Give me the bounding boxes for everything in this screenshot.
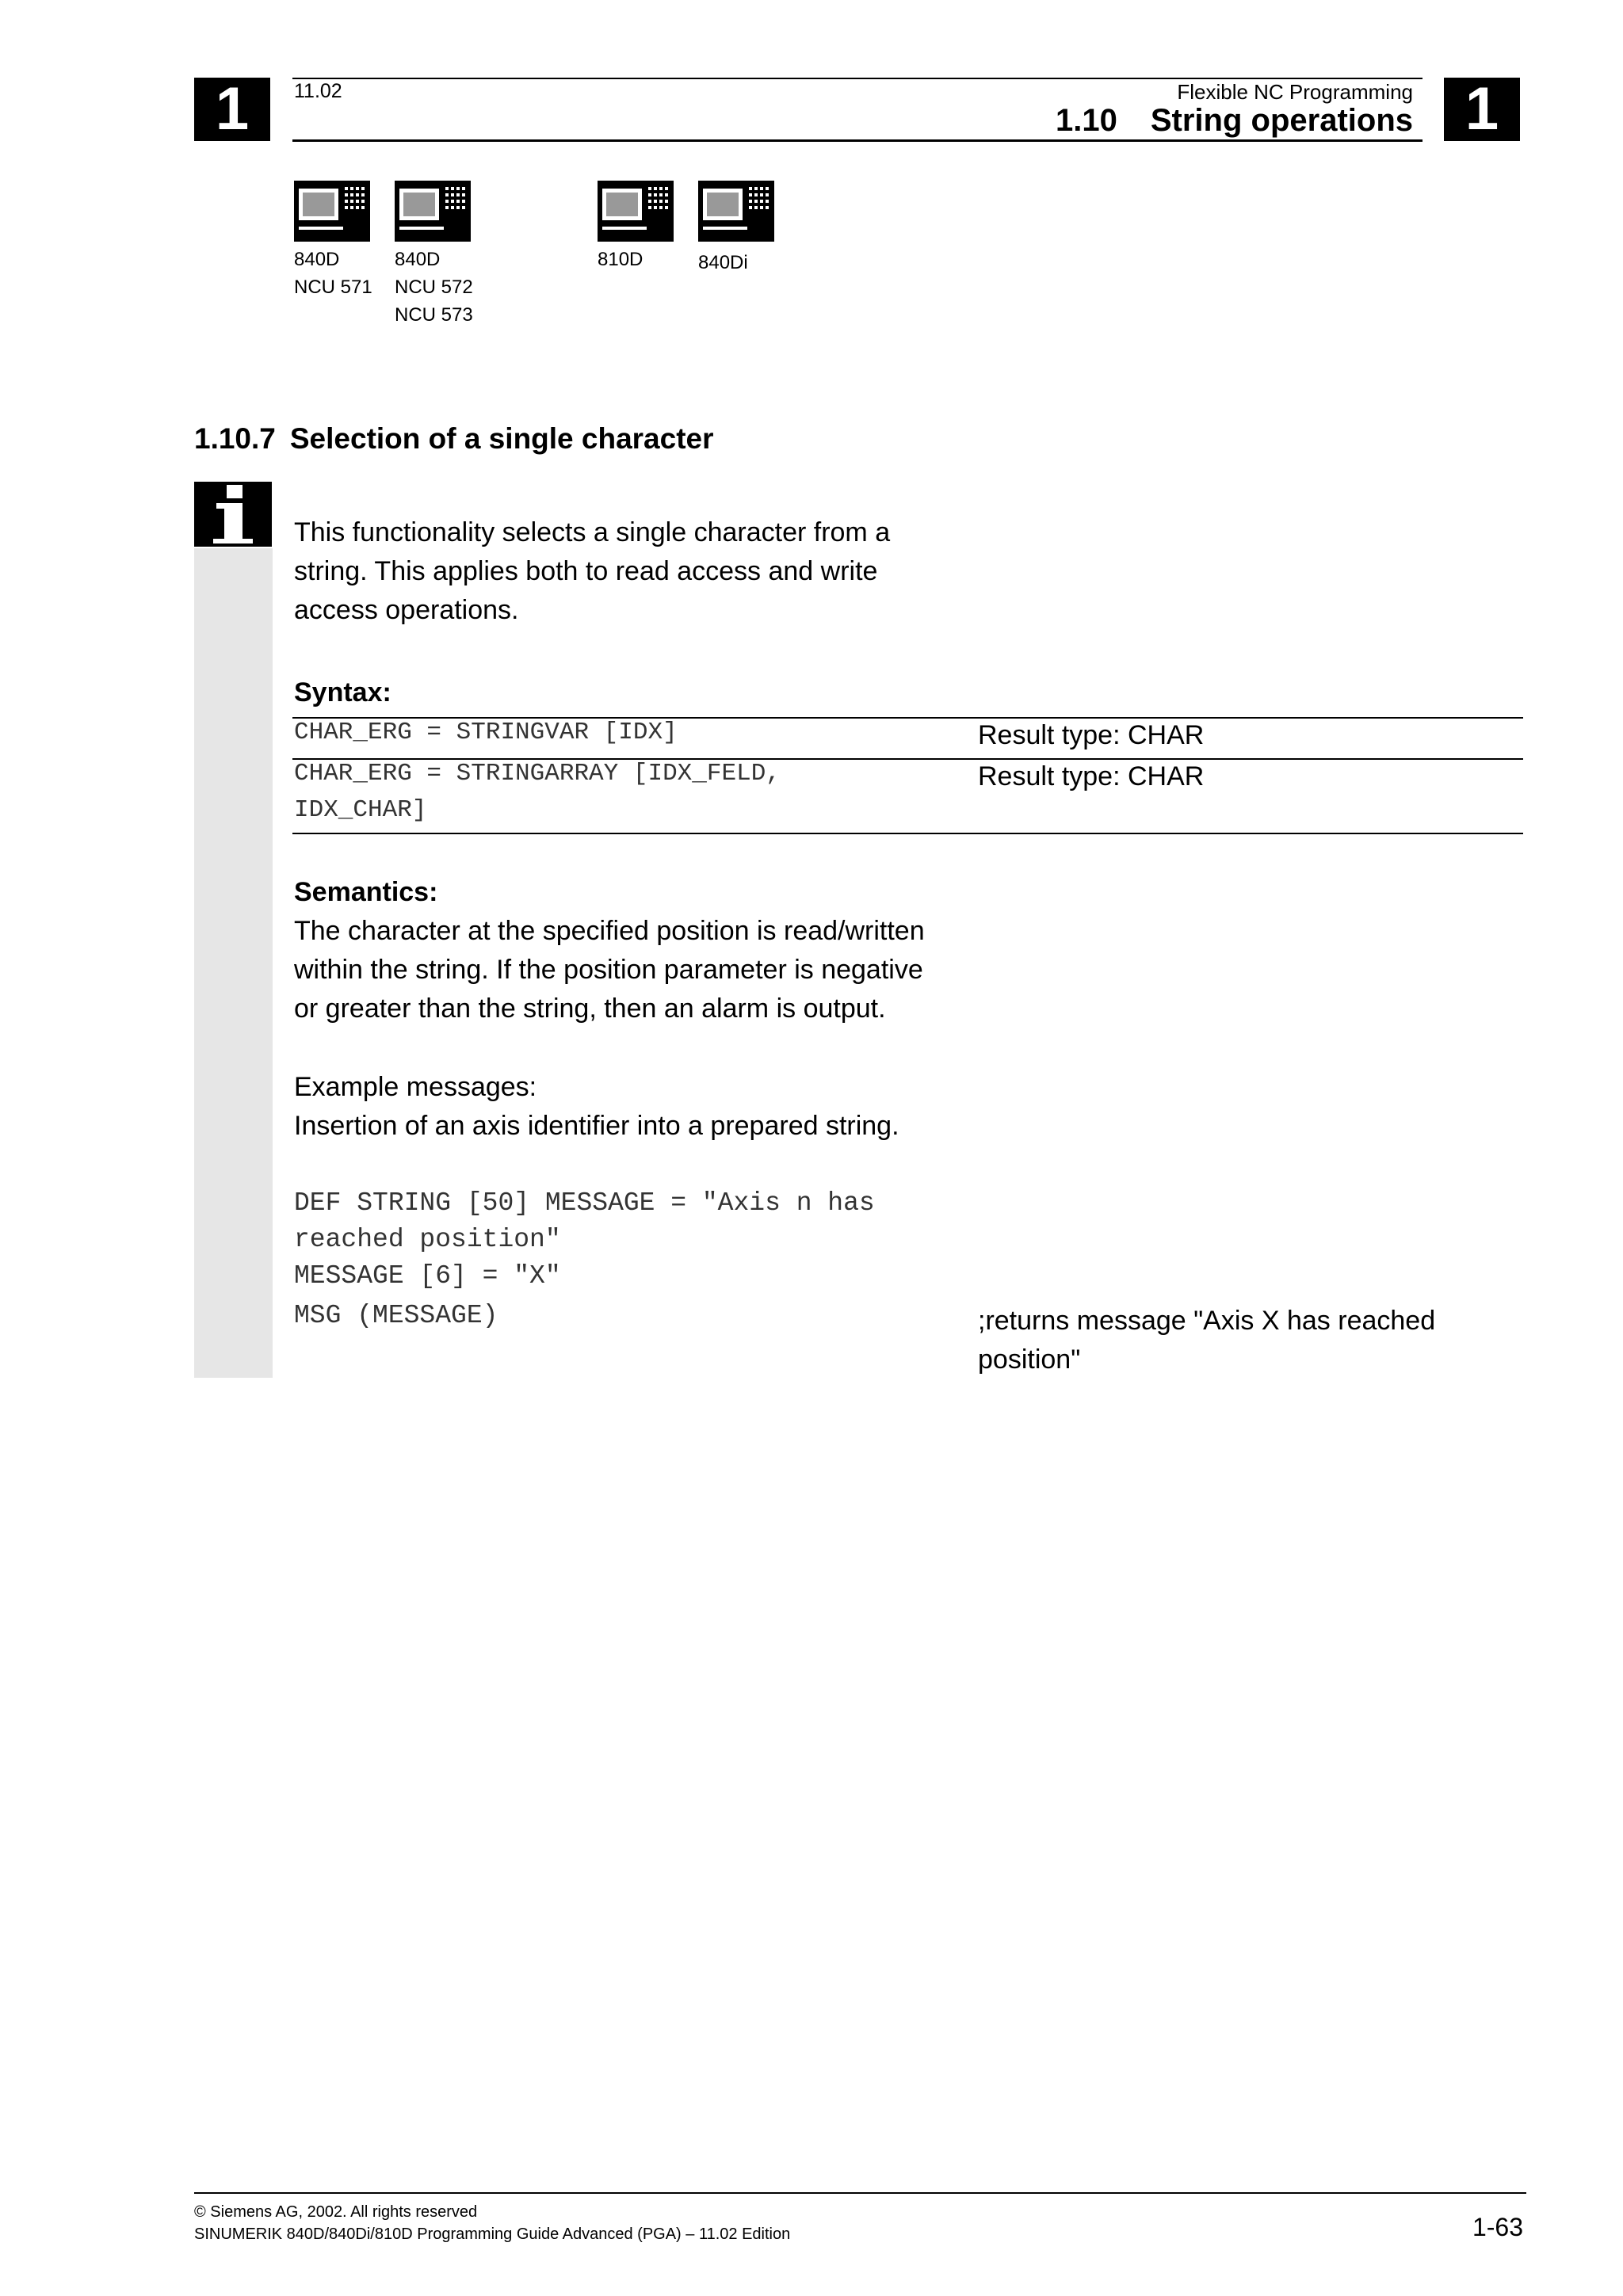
chapter-marker-left: 1: [194, 78, 270, 141]
chapter-marker-right: 1: [1444, 78, 1520, 141]
syntax-code: [294, 715, 678, 751]
control-label: [698, 249, 748, 277]
control-label: [395, 246, 473, 329]
header-section-name: String operations: [1150, 103, 1413, 138]
info-icon: [194, 482, 272, 547]
text-line: Example messages:: [294, 1072, 537, 1102]
page-number: 1-63: [1472, 2213, 1523, 2241]
footer-rule: [194, 2192, 1526, 2194]
example-code: [294, 1185, 875, 1334]
section-title: Selection of a single character: [289, 422, 714, 455]
control-label-line: NCU 571: [294, 277, 372, 298]
example-comment: [978, 1302, 1435, 1379]
section-heading: [194, 422, 714, 456]
syntax-heading: Syntax:: [294, 677, 391, 707]
control-label-line: NCU 573: [395, 304, 473, 326]
margin-bar: [194, 548, 273, 1378]
header-bottom-rule: [292, 139, 1423, 142]
text-line: This functionality selects a single character from a: [294, 517, 891, 547]
control-label-line: 840Di: [698, 252, 748, 273]
semantics-paragraph: [294, 912, 1007, 1028]
syntax-table-rule: [292, 833, 1523, 834]
control-panel-icon: [294, 181, 370, 242]
section-number: 1.10.7: [194, 422, 276, 455]
header-date: 11.02: [294, 80, 342, 102]
code-line: MESSAGE [6] = "X": [294, 1261, 561, 1291]
code-line: IDX_CHAR]: [294, 796, 427, 824]
syntax-result: Result type: CHAR: [978, 720, 1205, 750]
code-line: CHAR_ERG = STRINGARRAY [IDX_FELD,: [294, 760, 781, 788]
control-panel-icon: [598, 181, 674, 242]
text-line: ;returns message "Axis X has reached: [978, 1306, 1436, 1336]
text-line: The character at the specified position is read/written: [294, 916, 925, 946]
semantics-heading: Semantics:: [294, 877, 438, 907]
text-line: access operations.: [294, 595, 519, 625]
control-panel-icon: [698, 181, 774, 242]
example-paragraph: [294, 1068, 1007, 1146]
footer-copyright: © Siemens AG, 2002. All rights reserved: [194, 2203, 478, 2221]
control-label: [294, 246, 372, 301]
control-panel-icon: [395, 181, 471, 242]
syntax-code: [294, 756, 781, 829]
header-book-title: Flexible NC Programming: [1177, 80, 1413, 104]
code-line: MSG (MESSAGE): [294, 1301, 498, 1330]
intro-paragraph: [294, 513, 1007, 630]
code-line: CHAR_ERG = STRINGVAR [IDX]: [294, 719, 678, 746]
footer-text: [194, 2201, 790, 2245]
text-line: or greater than the string, then an alarm is output.: [294, 994, 886, 1024]
code-line: DEF STRING [50] MESSAGE = "Axis n has: [294, 1188, 875, 1218]
control-label-line: NCU 572: [395, 277, 473, 298]
control-label-line: 840D: [294, 249, 340, 270]
text-line: position": [978, 1344, 1081, 1375]
header-section-number: 1.10: [1056, 103, 1117, 138]
code-line: reached position": [294, 1225, 561, 1254]
header-section-title: [1056, 103, 1413, 139]
control-label-line: 840D: [395, 249, 441, 270]
control-label: [598, 246, 643, 273]
footer-manual-title: SINUMERIK 840D/840Di/810D Programming Guide Advanced (PGA) – 11.02 Edition: [194, 2225, 791, 2243]
syntax-result: Result type: CHAR: [978, 761, 1205, 791]
control-label-line: 810D: [598, 249, 643, 270]
header-top-rule: [292, 78, 1423, 79]
text-line: string. This applies both to read access and write: [294, 556, 878, 586]
text-line: Insertion of an axis identifier into a prepared string.: [294, 1111, 899, 1141]
text-line: within the string. If the position parameter is negative: [294, 955, 923, 985]
